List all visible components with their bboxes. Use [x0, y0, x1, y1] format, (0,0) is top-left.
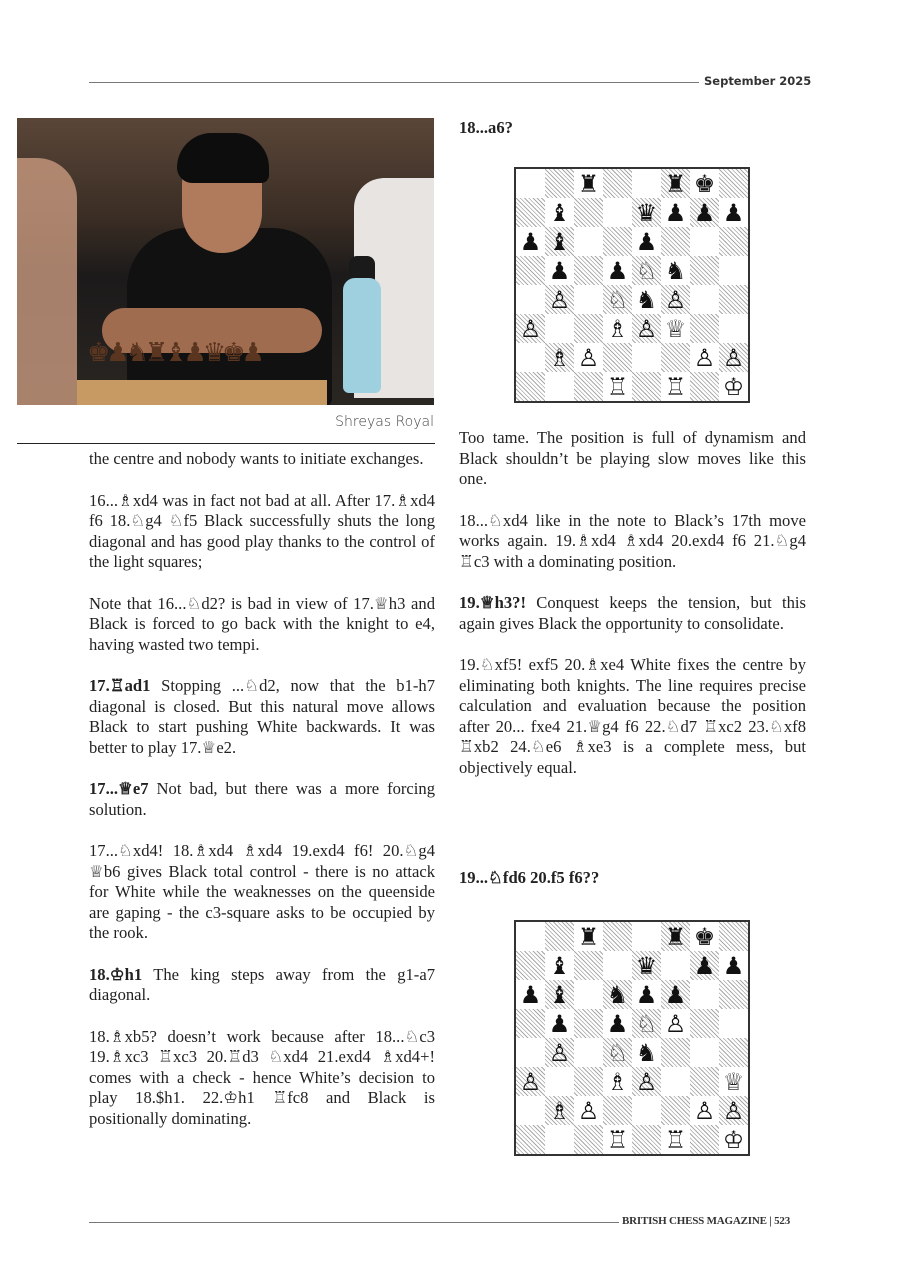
- paragraph-text: 16...♗xd4 was in fact not bad at all. After 17.♗xd4 f6 18.♘g4 ♘f5 Black successfully shuts the long diagonal and has good play thanks to the control of the light squares;: [89, 490, 435, 571]
- square-b6: [545, 227, 574, 256]
- paragraph-text: Conquest keeps the tension, but this again gives Black the opportunity to consolidate.: [459, 593, 806, 633]
- photo-player-hair: [177, 133, 269, 183]
- chess-piece-icon: ♚: [693, 169, 716, 198]
- chess-piece-icon: ♞: [635, 285, 658, 314]
- chess-piece-icon: ♙: [635, 1067, 658, 1096]
- paragraph-text: Not bad, but there was a more forcing solution.: [89, 779, 435, 819]
- chess-piece-icon: ♙: [577, 343, 600, 372]
- photo-caption: Shreyas Royal: [335, 414, 434, 430]
- chess-piece-icon: ♙: [548, 1038, 571, 1067]
- square-b2: [545, 343, 574, 372]
- square-e4: [632, 1038, 661, 1067]
- chess-piece-icon: ♗: [606, 314, 629, 343]
- square-h3: [719, 314, 748, 343]
- square-a4: [516, 1038, 545, 1067]
- square-b1: [545, 1125, 574, 1154]
- paragraph: [89, 594, 435, 656]
- chess-piece-icon: ♟: [693, 951, 716, 980]
- square-c8: [574, 922, 603, 951]
- square-c3: [574, 314, 603, 343]
- caption-rule: [17, 443, 435, 444]
- square-f8: [661, 922, 690, 951]
- square-d2: [603, 1096, 632, 1125]
- chess-piece-icon: ♙: [635, 314, 658, 343]
- square-d4: [603, 285, 632, 314]
- square-a3: [516, 1067, 545, 1096]
- chess-piece-icon: ♟: [519, 980, 542, 1009]
- chess-piece-icon: ♜: [664, 922, 687, 951]
- square-e1: [632, 372, 661, 401]
- paragraph: [89, 449, 435, 470]
- move-notation: 17.♖ad1: [89, 676, 151, 695]
- move-notation: 19.♕h3?!: [459, 593, 526, 612]
- paragraph: [89, 965, 435, 1006]
- paragraph: [459, 655, 806, 778]
- chess-piece-icon: ♛: [635, 951, 658, 980]
- magazine-name: BRITISH CHESS MAGAZINE: [622, 1215, 767, 1227]
- square-b8: [545, 922, 574, 951]
- square-g8: [690, 922, 719, 951]
- move-notation: 17...♕e7: [89, 779, 149, 798]
- chess-piece-icon: ♗: [548, 1096, 571, 1125]
- square-a6: [516, 980, 545, 1009]
- square-e7: [632, 951, 661, 980]
- chess-piece-icon: ♖: [606, 1125, 629, 1154]
- chess-piece-icon: ♔: [722, 1125, 745, 1154]
- square-b1: [545, 372, 574, 401]
- issue-date: September 2025: [704, 74, 812, 88]
- square-h7: [719, 951, 748, 980]
- move-heading-18-a6: 18...a6?: [459, 118, 513, 137]
- square-e5: [632, 256, 661, 285]
- chess-piece-icon: ♙: [664, 1009, 687, 1038]
- square-b5: [545, 1009, 574, 1038]
- paragraph: [89, 779, 435, 820]
- square-h8: [719, 169, 748, 198]
- square-d8: [603, 922, 632, 951]
- square-d3: [603, 314, 632, 343]
- square-a1: [516, 1125, 545, 1154]
- photo-chessboard: [77, 380, 327, 405]
- square-g3: [690, 1067, 719, 1096]
- paragraph-text: the centre and nobody wants to initiate exchanges.: [89, 449, 424, 468]
- square-d1: [603, 1125, 632, 1154]
- square-d3: [603, 1067, 632, 1096]
- paragraph-text: 19.♘xf5! exf5 20.♗xe4 White fixes the centre by eliminating both knights. The line requires precise calculation and evaluation because the position after 20... fxe4 21.♕g4 f6 22.♘d7 ♖xc2 23.♘xf8 ♖xb2 24.♘e6 ♗xe3 is a complete mess, but objectively equal.: [459, 655, 806, 777]
- chess-piece-icon: ♗: [606, 1067, 629, 1096]
- square-f6: [661, 227, 690, 256]
- chess-piece-icon: ♙: [548, 285, 571, 314]
- chess-piece-icon: ♕: [664, 314, 687, 343]
- chess-piece-icon: ♙: [693, 1096, 716, 1125]
- chess-piece-icon: ♙: [722, 343, 745, 372]
- chess-piece-icon: ♟: [664, 980, 687, 1009]
- page-number: 523: [774, 1215, 791, 1227]
- page-footer: [622, 1215, 790, 1227]
- chess-piece-icon: ♘: [635, 1009, 658, 1038]
- right-column: [459, 428, 806, 799]
- square-e4: [632, 285, 661, 314]
- chess-piece-icon: ♜: [577, 169, 600, 198]
- square-c5: [574, 256, 603, 285]
- square-h5: [719, 1009, 748, 1038]
- square-c7: [574, 951, 603, 980]
- square-d5: [603, 256, 632, 285]
- square-a7: [516, 198, 545, 227]
- chess-piece-icon: ♙: [722, 1096, 745, 1125]
- paragraph: [89, 1027, 435, 1130]
- square-b4: [545, 1038, 574, 1067]
- square-g4: [690, 1038, 719, 1067]
- square-b7: [545, 198, 574, 227]
- square-f4: [661, 1038, 690, 1067]
- square-e8: [632, 922, 661, 951]
- chess-piece-icon: ♝: [548, 951, 571, 980]
- paragraph: [459, 511, 806, 573]
- square-a5: [516, 1009, 545, 1038]
- paragraph-text: Stopping ...♘d2, now that the b1-h7 diagonal is closed. But this natural move allows Black to start pushing White backwards. It was better to play 17.♕e2.: [89, 676, 435, 757]
- square-d2: [603, 343, 632, 372]
- square-c6: [574, 227, 603, 256]
- photo-water-bottle: [343, 278, 381, 393]
- square-c7: [574, 198, 603, 227]
- square-f4: [661, 285, 690, 314]
- square-f3: [661, 314, 690, 343]
- square-f8: [661, 169, 690, 198]
- square-f7: [661, 198, 690, 227]
- paragraph-text: 18.♗xb5? doesn’t work because after 18...♘c3 19.♗xc3 ♖xc3 20.♖d3 ♘xd4 21.exd4 ♗xd4+! comes with a check - hence White’s decision to play 18.$h1. 22.♔h1 ♖fc8 and Black is positionally dominating.: [89, 1026, 435, 1128]
- square-c4: [574, 1038, 603, 1067]
- chess-piece-icon: ♜: [664, 169, 687, 198]
- move-heading-19-fd6: 19...♘fd6 20.f5 f6??: [459, 868, 600, 887]
- chess-piece-icon: ♚: [693, 922, 716, 951]
- square-f2: [661, 343, 690, 372]
- square-g3: [690, 314, 719, 343]
- square-h8: [719, 922, 748, 951]
- chess-piece-icon: ♛: [635, 198, 658, 227]
- square-c1: [574, 1125, 603, 1154]
- chess-piece-icon: ♙: [577, 1096, 600, 1125]
- square-a2: [516, 343, 545, 372]
- square-c8: [574, 169, 603, 198]
- chess-piece-icon: ♟: [606, 1009, 629, 1038]
- chess-piece-icon: ♗: [548, 343, 571, 372]
- chess-piece-icon: ♞: [606, 980, 629, 1009]
- square-e6: [632, 227, 661, 256]
- square-d7: [603, 198, 632, 227]
- paragraph: [459, 428, 806, 490]
- chess-piece-icon: ♙: [519, 1067, 542, 1096]
- square-f5: [661, 1009, 690, 1038]
- square-f6: [661, 980, 690, 1009]
- chess-piece-icon: ♖: [606, 372, 629, 401]
- square-h6: [719, 227, 748, 256]
- chess-piece-icon: ♟: [693, 198, 716, 227]
- chess-piece-icon: ♜: [577, 922, 600, 951]
- paragraph-text: 17...♘xd4! 18.♗xd4 ♗xd4 19.exd4 f6! 20.♘g4 ♕b6 gives Black total control - there is no attack for White while the weaknesses on the queenside are gaping - the c3-square asks to be occupied by the rook.: [89, 841, 435, 942]
- square-a4: [516, 285, 545, 314]
- chess-piece-icon: ♟: [722, 198, 745, 227]
- square-e1: [632, 1125, 661, 1154]
- paragraph-text: Too tame. The position is full of dynamism and Black shouldn’t be playing slow moves like this one.: [459, 428, 806, 488]
- photo-opponent-blur: [17, 158, 77, 405]
- square-d7: [603, 951, 632, 980]
- square-c5: [574, 1009, 603, 1038]
- square-e2: [632, 343, 661, 372]
- square-e5: [632, 1009, 661, 1038]
- paragraph-text: The king steps away from the g1-a7 diagonal.: [89, 964, 435, 1004]
- square-e7: [632, 198, 661, 227]
- square-a8: [516, 922, 545, 951]
- square-f2: [661, 1096, 690, 1125]
- chess-piece-icon: ♝: [548, 227, 571, 256]
- square-d4: [603, 1038, 632, 1067]
- square-a2: [516, 1096, 545, 1125]
- chess-piece-icon: ♙: [664, 285, 687, 314]
- square-g6: [690, 980, 719, 1009]
- square-e3: [632, 314, 661, 343]
- square-b8: [545, 169, 574, 198]
- square-c6: [574, 980, 603, 1009]
- square-h3: [719, 1067, 748, 1096]
- chess-piece-icon: ♘: [635, 256, 658, 285]
- square-g2: [690, 343, 719, 372]
- square-h2: [719, 343, 748, 372]
- square-h4: [719, 1038, 748, 1067]
- square-b3: [545, 314, 574, 343]
- chess-piece-icon: ♟: [664, 198, 687, 227]
- square-g7: [690, 198, 719, 227]
- square-h1: [719, 1125, 748, 1154]
- square-c3: [574, 1067, 603, 1096]
- paragraph-text: Note that 16...♘d2? is bad in view of 17.♕h3 and Black is forced to go back with the knight to e4, having wasted two tempi.: [89, 593, 435, 654]
- left-column: [89, 449, 435, 1150]
- chess-diagram-2: [514, 920, 750, 1156]
- square-d6: [603, 980, 632, 1009]
- paragraph-text: 18...♘xd4 like in the note to Black’s 17th move works again. 19.♗xd4 ♗xd4 20.exd4 f6 21.♘g4 ♖c3 with a dominating position.: [459, 510, 806, 571]
- chess-piece-icon: ♞: [635, 1038, 658, 1067]
- chess-piece-icon: ♟: [606, 256, 629, 285]
- square-c4: [574, 285, 603, 314]
- chess-diagram-1: [514, 167, 750, 403]
- square-a8: [516, 169, 545, 198]
- square-h5: [719, 256, 748, 285]
- chess-piece-icon: ♖: [664, 1125, 687, 1154]
- paragraph: [89, 676, 435, 758]
- square-f1: [661, 372, 690, 401]
- square-f5: [661, 256, 690, 285]
- chess-piece-icon: ♔: [722, 372, 745, 401]
- square-g5: [690, 1009, 719, 1038]
- chess-piece-icon: ♞: [664, 256, 687, 285]
- chess-piece-icon: ♙: [519, 314, 542, 343]
- square-g5: [690, 256, 719, 285]
- footer-rule: [89, 1222, 619, 1223]
- square-d1: [603, 372, 632, 401]
- square-c2: [574, 1096, 603, 1125]
- square-e3: [632, 1067, 661, 1096]
- photo-chess-pieces: ♚♟♞♜♝♟♛♚♟: [87, 338, 261, 367]
- footer-separator: |: [769, 1215, 772, 1227]
- square-h1: [719, 372, 748, 401]
- square-a3: [516, 314, 545, 343]
- square-b4: [545, 285, 574, 314]
- chess-piece-icon: ♕: [722, 1067, 745, 1096]
- chess-piece-icon: ♟: [722, 951, 745, 980]
- square-g1: [690, 372, 719, 401]
- chess-piece-icon: ♘: [606, 1038, 629, 1067]
- square-b5: [545, 256, 574, 285]
- square-a5: [516, 256, 545, 285]
- square-g7: [690, 951, 719, 980]
- header-rule: [89, 82, 699, 83]
- square-h2: [719, 1096, 748, 1125]
- square-f3: [661, 1067, 690, 1096]
- square-h4: [719, 285, 748, 314]
- square-b6: [545, 980, 574, 1009]
- paragraph: [459, 593, 806, 634]
- square-g8: [690, 169, 719, 198]
- square-d8: [603, 169, 632, 198]
- paragraph: [89, 841, 435, 944]
- square-b2: [545, 1096, 574, 1125]
- chess-piece-icon: ♘: [606, 285, 629, 314]
- chess-piece-icon: ♝: [548, 980, 571, 1009]
- square-c1: [574, 372, 603, 401]
- square-h6: [719, 980, 748, 1009]
- square-c2: [574, 343, 603, 372]
- chess-piece-icon: ♟: [548, 1009, 571, 1038]
- player-photo: [17, 118, 434, 405]
- square-g4: [690, 285, 719, 314]
- square-e2: [632, 1096, 661, 1125]
- square-e8: [632, 169, 661, 198]
- square-b7: [545, 951, 574, 980]
- chess-piece-icon: ♟: [635, 980, 658, 1009]
- chess-piece-icon: ♙: [693, 343, 716, 372]
- chess-piece-icon: ♟: [548, 256, 571, 285]
- square-g6: [690, 227, 719, 256]
- square-f7: [661, 951, 690, 980]
- chess-piece-icon: ♟: [635, 227, 658, 256]
- chess-piece-icon: ♖: [664, 372, 687, 401]
- square-a1: [516, 372, 545, 401]
- square-g1: [690, 1125, 719, 1154]
- square-d5: [603, 1009, 632, 1038]
- square-f1: [661, 1125, 690, 1154]
- move-notation: 18.♔h1: [89, 964, 143, 984]
- square-a6: [516, 227, 545, 256]
- square-e6: [632, 980, 661, 1009]
- square-g2: [690, 1096, 719, 1125]
- square-h7: [719, 198, 748, 227]
- square-a7: [516, 951, 545, 980]
- chess-piece-icon: ♝: [548, 198, 571, 227]
- square-b3: [545, 1067, 574, 1096]
- paragraph: [89, 491, 435, 573]
- square-d6: [603, 227, 632, 256]
- chess-piece-icon: ♟: [519, 227, 542, 256]
